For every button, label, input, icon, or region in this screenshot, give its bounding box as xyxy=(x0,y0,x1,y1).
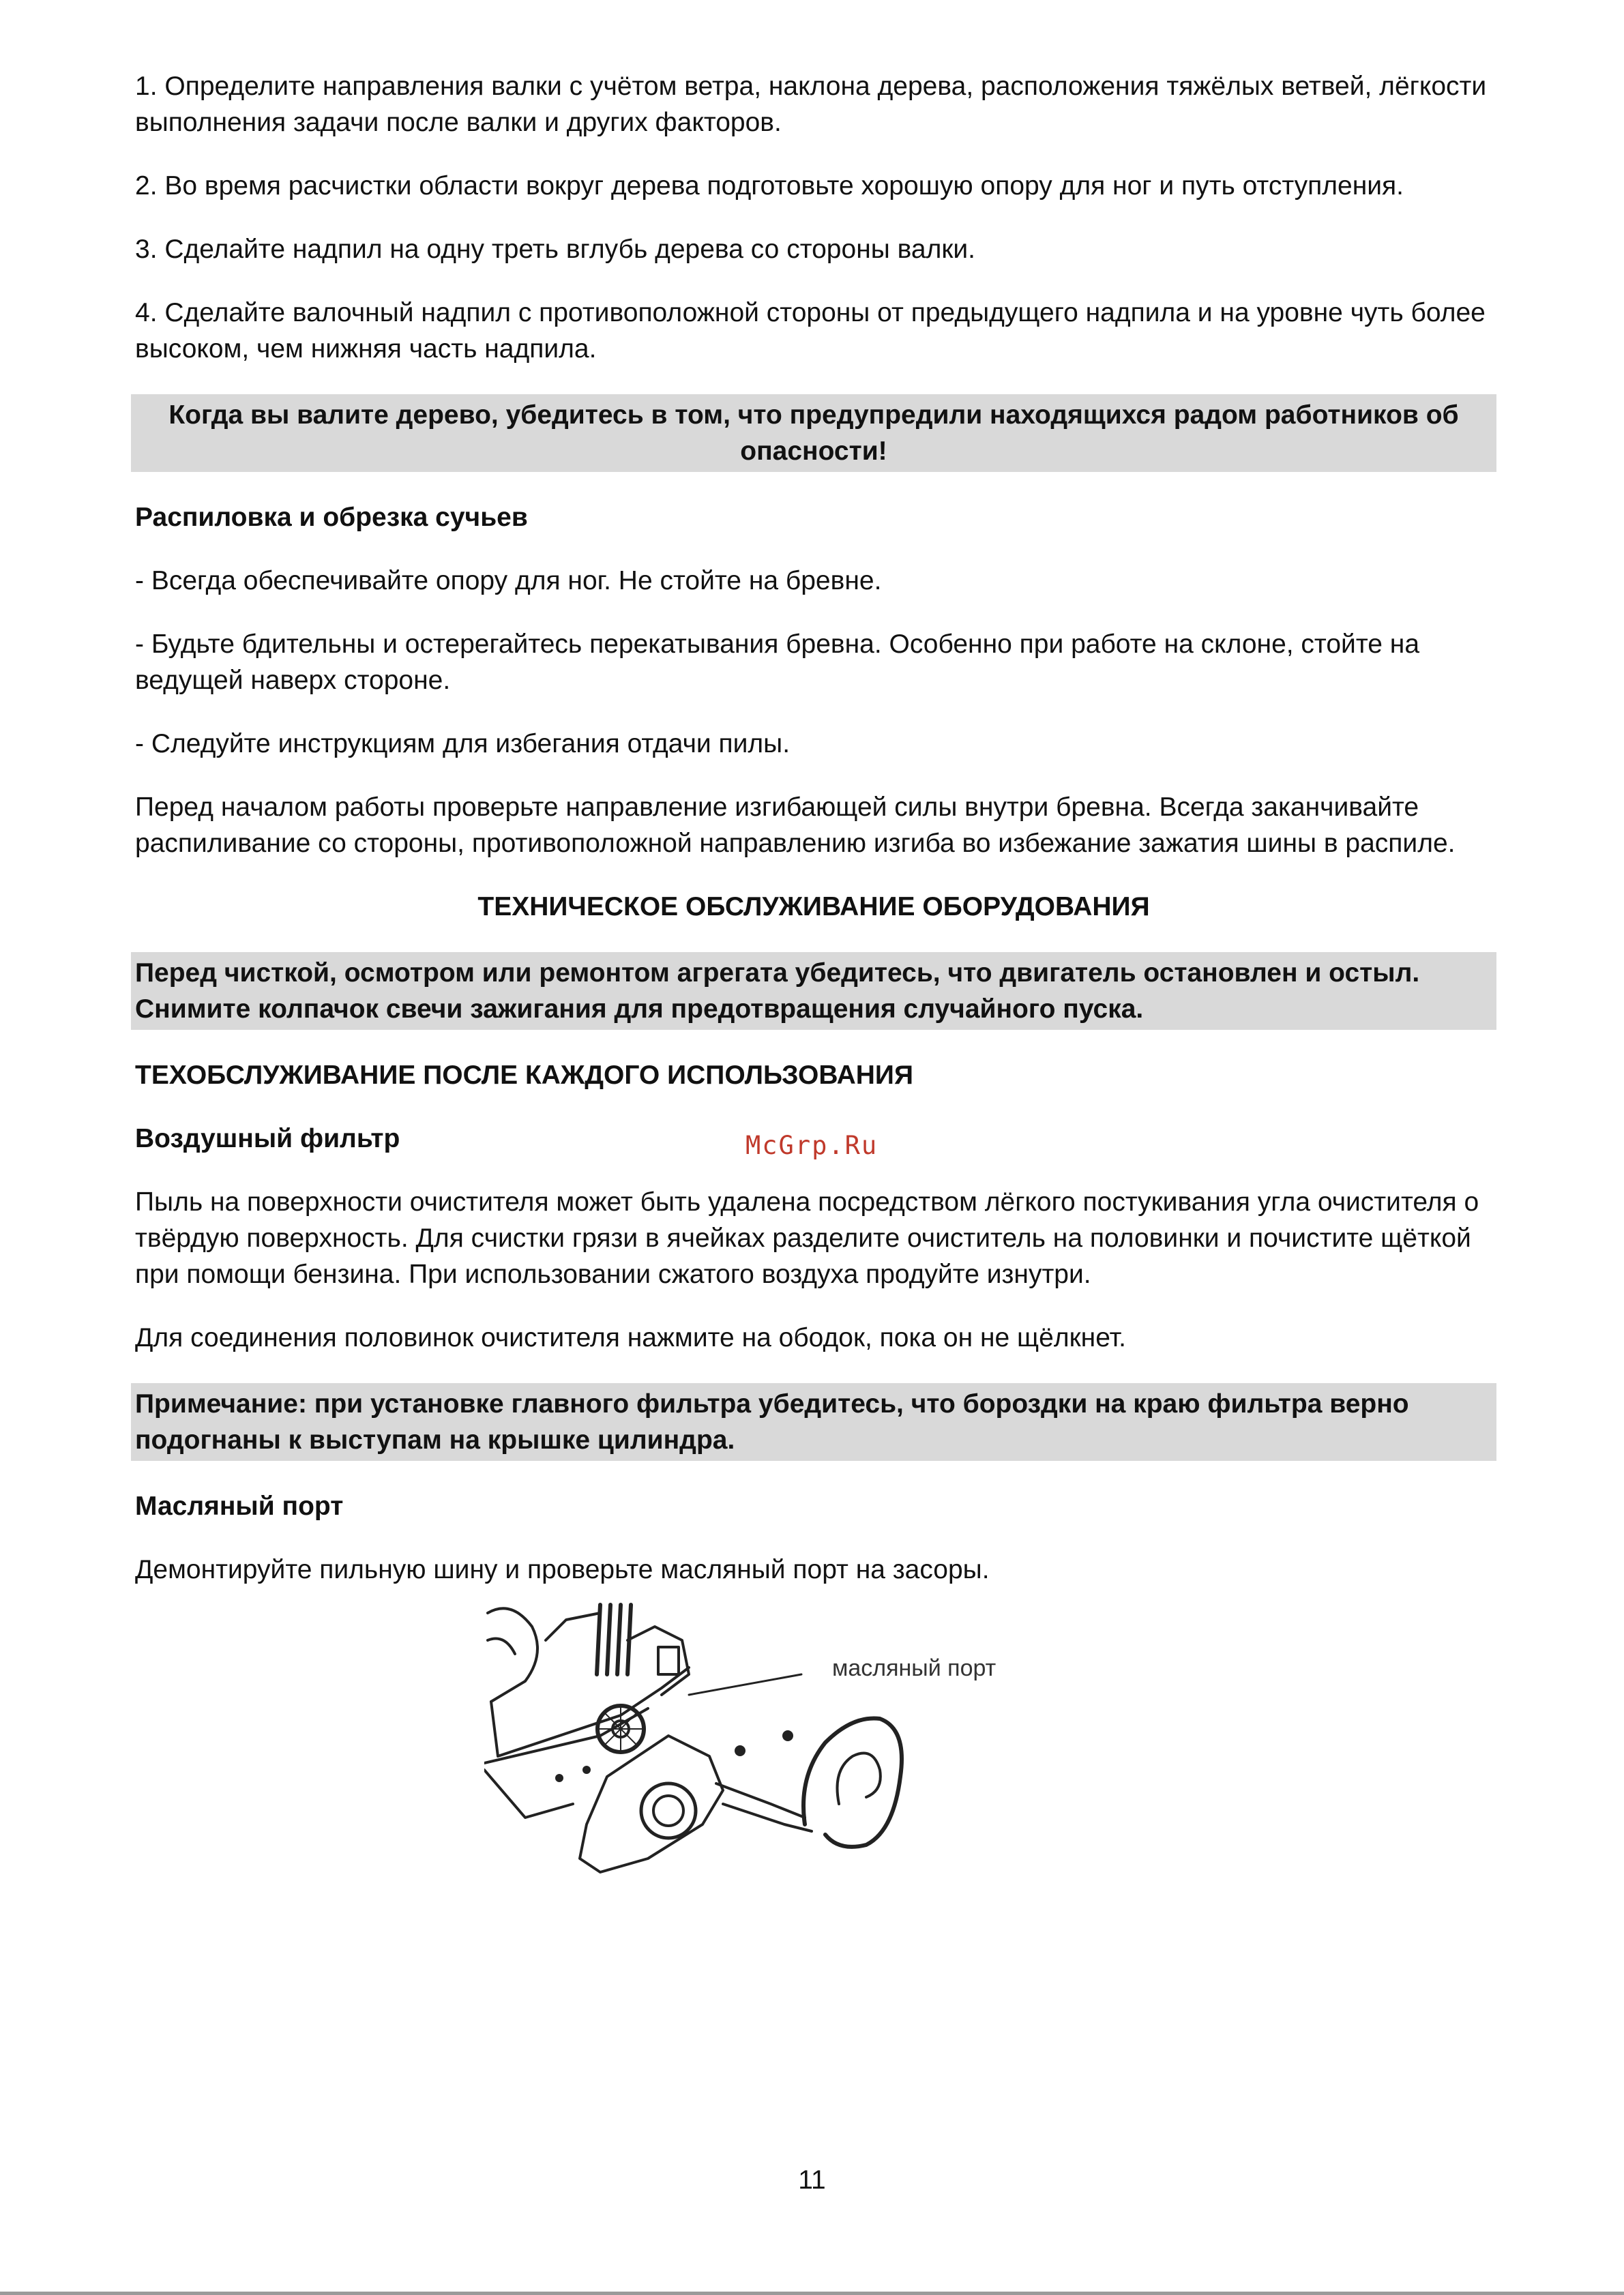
paragraph-footing: - Всегда обеспечивайте опору для ног. Не стойте на бревне. xyxy=(135,566,882,595)
warning-maintenance: Перед чисткой, осмотром или ремонтом агрегата убедитесь, что двигатель остановлен и остыл. Снимите колпачок свечи зажигания для предотвращения случайного пуска. xyxy=(131,952,1496,1030)
paragraph-kickback: - Следуйте инструкциям для избегания отдачи пилы. xyxy=(135,729,791,758)
paragraph-air-filter-cleaning: Пыль на поверхности очистителя может быть удалена посредством лёгкого постукивания угла очистителя о твёрдую поверхность. Для счистки грязи в ячейках разделите очиститель на половинки и почистите щёткой при помощи бензина. При использовании сжатого воздуха продуйте изнутри. xyxy=(135,1187,1479,1289)
page-number: 11 xyxy=(798,2165,826,2195)
page-content xyxy=(135,68,1492,1615)
paragraph-felling-direction: 1. Определите направления валки с учётом ветра, наклона дерева, расположения тяжёлых ветвей, лёгкости выполнения задачи после валки и других факторов. xyxy=(135,72,1487,137)
paragraph-oil-port-check: Демонтируйте пильную шину и проверьте масляный порт на засоры. xyxy=(135,1555,990,1584)
bottom-divider xyxy=(0,2292,1624,2295)
heading-equipment-maintenance: ТЕХНИЧЕСКОЕ ОБСЛУЖИВАНИЕ ОБОРУДОВАНИЯ xyxy=(477,892,1150,921)
note-main-filter: Примечание: при установке главного фильтра убедитесь, что бороздки на краю фильтра верно подогнаны к выступам на крышке цилиндра. xyxy=(131,1383,1496,1461)
warning-felling: Когда вы валите дерево, убедитесь в том, что предупредили находящихся радом работников об опасности! xyxy=(131,394,1496,472)
oil-port-figure xyxy=(484,1599,1037,1886)
paragraph-notch-cut: 3. Сделайте надпил на одну треть вглубь дерева со стороны валки. xyxy=(135,235,976,264)
watermark: McGrp.Ru xyxy=(745,1131,879,1160)
figure-label-oil-port: масляный порт xyxy=(832,1655,996,1681)
heading-after-use: ТЕХОБСЛУЖИВАНИЕ ПОСЛЕ КАЖДОГО ИСПОЛЬЗОВАНИЯ xyxy=(135,1061,913,1090)
chainsaw-illustration xyxy=(484,1599,1037,1886)
heading-oil-port: Масляный порт xyxy=(135,1492,344,1521)
heading-air-filter: Воздушный фильтр xyxy=(135,1124,400,1153)
paragraph-log-rolling: - Будьте бдительны и остерегайтесь перекатывания бревна. Особенно при работе на склоне, стойте на ведущей наверх стороне. xyxy=(135,630,1420,695)
paragraph-bending-force: Перед началом работы проверьте направление изгибающей силы внутри бревна. Всегда заканчивайте распиливание со стороны, противоположной направлению изгиба во избежание зажатия шины в распиле. xyxy=(135,793,1456,858)
paragraph-felling-cut: 4. Сделайте валочный надпил с противоположной стороны от предыдущего надпила и на уровне чуть более высоком, чем нижняя часть надпила. xyxy=(135,298,1486,364)
paragraph-clear-area: 2. Во время расчистки области вокруг дерева подготовьте хорошую опору для ног и путь отступления. xyxy=(135,171,1404,201)
paragraph-filter-halves: Для соединения половинок очистителя нажмите на ободок, пока он не щёлкнет. xyxy=(135,1323,1126,1352)
heading-cutting-limbing: Распиловка и обрезка сучьев xyxy=(135,503,528,532)
